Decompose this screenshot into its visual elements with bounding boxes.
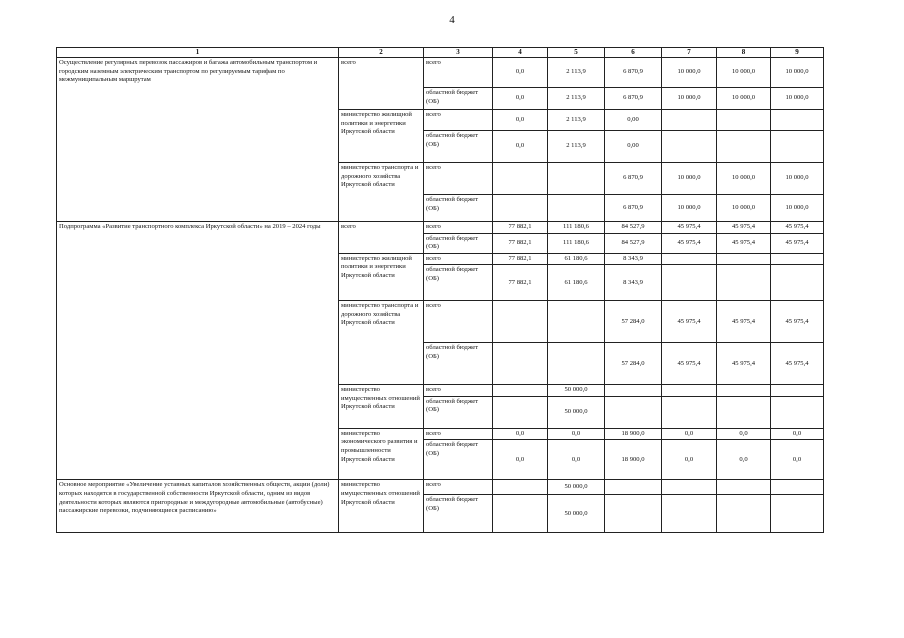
funding-source-cell: всего [424, 480, 493, 495]
value-cell: 2 113,9 [548, 58, 605, 88]
value-cell: 0,0 [493, 131, 548, 163]
value-cell [548, 163, 605, 195]
value-cell: 45 975,4 [771, 301, 824, 343]
value-cell [493, 163, 548, 195]
value-cell: 6 870,9 [605, 58, 662, 88]
value-cell: 0,0 [548, 440, 605, 480]
budget-table [56, 47, 824, 533]
value-cell [771, 396, 824, 428]
value-cell [662, 480, 717, 495]
value-cell: 57 284,0 [605, 343, 662, 385]
value-cell [548, 195, 605, 222]
value-cell [605, 480, 662, 495]
header-cell: 4 [493, 48, 548, 58]
executor-cell: министерство имущественных отношений Иркутской области [339, 480, 424, 533]
value-cell: 45 975,4 [771, 233, 824, 253]
value-cell [717, 480, 771, 495]
value-cell [771, 253, 824, 265]
value-cell: 77 882,1 [493, 233, 548, 253]
value-cell: 61 180,6 [548, 253, 605, 265]
value-cell: 0,0 [493, 110, 548, 131]
value-cell: 10 000,0 [771, 58, 824, 88]
value-cell: 10 000,0 [771, 195, 824, 222]
value-cell: 84 527,9 [605, 233, 662, 253]
executor-cell: министерство экономического развития и промышленности Иркутской области [339, 428, 424, 480]
value-cell: 10 000,0 [662, 195, 717, 222]
value-cell: 0,0 [771, 428, 824, 440]
funding-source-cell: областной бюджет (ОБ) [424, 440, 493, 480]
value-cell: 10 000,0 [662, 163, 717, 195]
value-cell: 111 180,6 [548, 222, 605, 234]
value-cell: 6 870,9 [605, 88, 662, 110]
value-cell: 18 900,0 [605, 428, 662, 440]
value-cell: 10 000,0 [717, 195, 771, 222]
value-cell: 8 343,9 [605, 265, 662, 301]
table-row [57, 222, 824, 234]
value-cell: 45 975,4 [662, 222, 717, 234]
value-cell: 2 113,9 [548, 110, 605, 131]
value-cell [662, 265, 717, 301]
executor-cell: министерство жилищной политики и энергетики Иркутской области [339, 253, 424, 301]
table-row [57, 480, 824, 495]
header-cell: 8 [717, 48, 771, 58]
value-cell: 77 882,1 [493, 253, 548, 265]
funding-source-cell: всего [424, 58, 493, 88]
value-cell: 45 975,4 [771, 343, 824, 385]
value-cell [771, 131, 824, 163]
value-cell: 0,0 [493, 58, 548, 88]
value-cell: 2 113,9 [548, 88, 605, 110]
value-cell [717, 265, 771, 301]
value-cell [662, 495, 717, 533]
header-cell: 5 [548, 48, 605, 58]
header-cell: 7 [662, 48, 717, 58]
value-cell [662, 396, 717, 428]
value-cell: 50 000,0 [548, 495, 605, 533]
value-cell: 10 000,0 [717, 163, 771, 195]
executor-cell: министерство имущественных отношений Иркутской области [339, 385, 424, 429]
value-cell [493, 301, 548, 343]
value-cell: 0,0 [662, 428, 717, 440]
value-cell: 45 975,4 [717, 233, 771, 253]
header-cell: 6 [605, 48, 662, 58]
funding-source-cell: областной бюджет (ОБ) [424, 343, 493, 385]
executor-cell: министерство транспорта и дорожного хозяйства Иркутской области [339, 301, 424, 385]
value-cell: 45 975,4 [717, 343, 771, 385]
value-cell [662, 131, 717, 163]
value-cell: 0,0 [662, 440, 717, 480]
program-name-cell: Осуществление регулярных перевозок пассажиров и багажа автомобильным транспортом и городским наземным электрическим транспортом по регулируемым тарифам по межмуниципальным маршрутам [57, 58, 339, 222]
value-cell [771, 480, 824, 495]
value-cell: 45 975,4 [717, 222, 771, 234]
funding-source-cell: областной бюджет (ОБ) [424, 396, 493, 428]
value-cell: 77 882,1 [493, 265, 548, 301]
value-cell [717, 385, 771, 397]
value-cell [605, 396, 662, 428]
page-number: 4 [449, 14, 455, 26]
value-cell: 77 882,1 [493, 222, 548, 234]
value-cell: 45 975,4 [662, 301, 717, 343]
funding-source-cell: областной бюджет (ОБ) [424, 233, 493, 253]
value-cell: 45 975,4 [771, 222, 824, 234]
funding-source-cell: областной бюджет (ОБ) [424, 131, 493, 163]
value-cell: 10 000,0 [717, 58, 771, 88]
executor-cell: всего [339, 58, 424, 110]
value-cell: 0,0 [493, 88, 548, 110]
value-cell: 0,00 [605, 110, 662, 131]
value-cell [662, 253, 717, 265]
value-cell: 0,0 [771, 440, 824, 480]
value-cell: 6 870,9 [605, 163, 662, 195]
value-cell [662, 385, 717, 397]
value-cell: 10 000,0 [717, 88, 771, 110]
value-cell: 50 000,0 [548, 480, 605, 495]
value-cell [662, 110, 717, 131]
value-cell [771, 495, 824, 533]
value-cell: 84 527,9 [605, 222, 662, 234]
program-name-cell: Подпрограмма «Развитие транспортного комплекса Иркутской области» на 2019 – 2024 годы [57, 222, 339, 480]
executor-cell: министерство жилищной политики и энергетики Иркутской области [339, 110, 424, 163]
value-cell: 0,00 [605, 131, 662, 163]
value-cell: 45 975,4 [662, 343, 717, 385]
funding-source-cell: всего [424, 110, 493, 131]
value-cell: 45 975,4 [662, 233, 717, 253]
value-cell: 18 900,0 [605, 440, 662, 480]
funding-source-cell: областной бюджет (ОБ) [424, 495, 493, 533]
header-cell: 9 [771, 48, 824, 58]
value-cell: 50 000,0 [548, 385, 605, 397]
value-cell: 10 000,0 [771, 88, 824, 110]
executor-cell: министерство транспорта и дорожного хозяйства Иркутской области [339, 163, 424, 222]
value-cell: 61 180,6 [548, 265, 605, 301]
value-cell: 8 343,9 [605, 253, 662, 265]
funding-source-cell: всего [424, 301, 493, 343]
funding-source-cell: областной бюджет (ОБ) [424, 265, 493, 301]
value-cell [493, 480, 548, 495]
value-cell: 10 000,0 [771, 163, 824, 195]
value-cell [771, 265, 824, 301]
header-cell: 2 [339, 48, 424, 58]
value-cell: 10 000,0 [662, 88, 717, 110]
value-cell [548, 301, 605, 343]
value-cell [771, 385, 824, 397]
value-cell: 10 000,0 [662, 58, 717, 88]
value-cell [717, 131, 771, 163]
table-row [57, 58, 824, 88]
value-cell: 57 284,0 [605, 301, 662, 343]
value-cell: 50 000,0 [548, 396, 605, 428]
value-cell [717, 396, 771, 428]
header-cell: 3 [424, 48, 493, 58]
funding-source-cell: всего [424, 222, 493, 234]
value-cell [605, 385, 662, 397]
value-cell [493, 195, 548, 222]
value-cell [493, 495, 548, 533]
value-cell [493, 396, 548, 428]
value-cell: 0,0 [493, 428, 548, 440]
value-cell [548, 343, 605, 385]
header-cell: 1 [57, 48, 339, 58]
value-cell: 6 870,9 [605, 195, 662, 222]
value-cell [717, 253, 771, 265]
funding-source-cell: всего [424, 385, 493, 397]
funding-source-cell: всего [424, 253, 493, 265]
header-row [57, 48, 824, 58]
value-cell [717, 495, 771, 533]
value-cell: 0,0 [717, 428, 771, 440]
program-name-cell: Основное мероприятие «Увеличение уставных капиталов хозяйственных обществ, акции (доли) которых находятся в государственной собственности Иркутской области, одним из видов деятельности которых являются пригородные и междугородные автомобильные (автобусные) пассажирские перевозки, подчиняющиеся расписанию» [57, 480, 339, 533]
value-cell: 111 180,6 [548, 233, 605, 253]
value-cell: 0,0 [493, 440, 548, 480]
value-cell: 0,0 [717, 440, 771, 480]
value-cell: 0,0 [548, 428, 605, 440]
funding-source-cell: областной бюджет (ОБ) [424, 195, 493, 222]
value-cell [493, 385, 548, 397]
executor-cell: всего [339, 222, 424, 254]
value-cell: 2 113,9 [548, 131, 605, 163]
value-cell [717, 110, 771, 131]
value-cell [605, 495, 662, 533]
value-cell: 45 975,4 [717, 301, 771, 343]
funding-source-cell: всего [424, 163, 493, 195]
funding-source-cell: всего [424, 428, 493, 440]
funding-source-cell: областной бюджет (ОБ) [424, 88, 493, 110]
value-cell [771, 110, 824, 131]
value-cell [493, 343, 548, 385]
